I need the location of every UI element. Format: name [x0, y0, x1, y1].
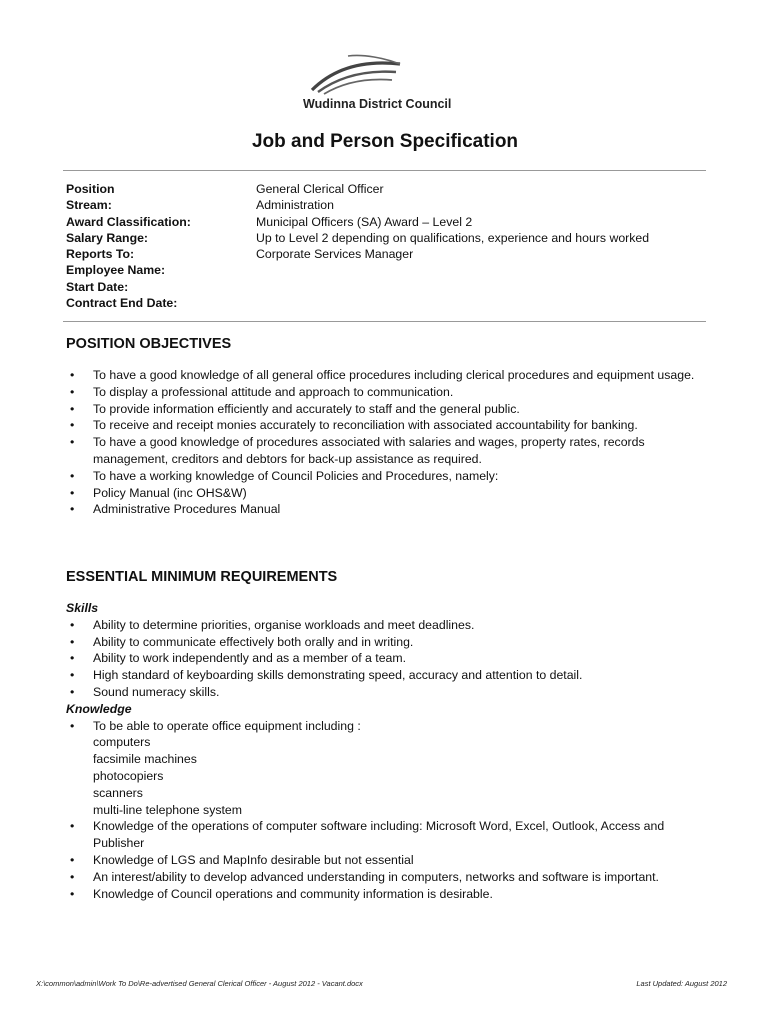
detail-label: Start Date: — [66, 279, 129, 294]
equipment-item: multi-line telephone system — [93, 802, 242, 817]
council-name: Wudinna District Council — [303, 97, 452, 111]
detail-value: Administration — [256, 198, 334, 213]
equipment-item: photocopiers — [93, 768, 164, 783]
objectives-list — [66, 367, 706, 518]
detail-value: Corporate Services Manager — [256, 247, 414, 262]
list-item: • To be able to operate office equipment including : — [66, 718, 706, 735]
page-title: Job and Person Specification — [251, 131, 519, 152]
top-divider — [63, 170, 706, 171]
detail-value: General Clerical Officer — [256, 182, 384, 196]
list-item: • To receive and receipt monies accurately to reconciliation with associated accountability for banking. — [66, 417, 706, 434]
detail-label: Stream: — [66, 198, 112, 213]
position-details — [66, 181, 649, 311]
detail-row — [66, 181, 649, 197]
skills-subheading: Skills — [66, 601, 99, 615]
list-item: • Knowledge of LGS and MapInfo desirable but not essential — [66, 852, 706, 869]
list-item: • To provide information efficiently and accurately to staff and the general public. — [66, 401, 706, 418]
detail-value: Up to Level 2 depending on qualifications, experience and hours worked — [256, 230, 650, 245]
detail-row — [66, 295, 649, 311]
list-item: • Ability to work independently and as a member of a team. — [66, 650, 706, 667]
list-item: • Ability to communicate effectively both orally and in writing. — [66, 634, 706, 651]
list-item: • Ability to determine priorities, organise workloads and meet deadlines. — [66, 617, 706, 634]
equipment-item: scanners — [93, 785, 143, 800]
list-item: • An interest/ability to develop advanced understanding in computers, networks and software is important. — [66, 869, 706, 886]
requirements-list — [66, 600, 706, 902]
detail-row — [66, 214, 649, 230]
list-item: • To have a working knowledge of Council Policies and Procedures, namely: — [66, 468, 706, 485]
details-divider — [63, 321, 706, 322]
detail-row — [66, 230, 649, 246]
detail-row — [66, 262, 649, 278]
detail-label: Employee Name: — [66, 263, 166, 278]
objectives-heading: POSITION OBJECTIVES — [66, 336, 232, 352]
list-item: • Policy Manual (inc OHS&W) — [66, 485, 706, 502]
detail-label: Reports To: — [66, 247, 135, 262]
equipment-item: computers — [93, 735, 151, 750]
requirements-heading: ESSENTIAL MINIMUM REQUIREMENTS — [66, 569, 338, 585]
detail-label: Award Classification: — [66, 214, 191, 229]
equipment-item: facsimile machines — [93, 752, 197, 767]
council-logo — [304, 50, 404, 96]
list-item: • Administrative Procedures Manual — [66, 501, 706, 518]
list-item: • High standard of keyboarding skills demonstrating speed, accuracy and attention to detail. — [66, 667, 706, 684]
list-item: • Knowledge of Council operations and community information is desirable. — [66, 886, 706, 903]
list-item: • Knowledge of the operations of computer software including: Microsoft Word, Excel, Outlook, Access and Publisher — [66, 818, 706, 852]
knowledge-subheading: Knowledge — [66, 701, 132, 716]
detail-label: Position — [66, 182, 115, 196]
footer-file-path: X:\common\admin\Work To Do\Re-advertised General Clerical Officer - August 2012 - Vacant.docx — [36, 979, 363, 988]
detail-label: Salary Range: — [66, 230, 149, 245]
footer-last-updated: Last Updated: August 2012 — [636, 979, 727, 988]
detail-row — [66, 246, 649, 262]
list-item: • To have a good knowledge of procedures associated with salaries and wages, property rates, records management, creditors and debtors for back-up assistance as required. — [66, 434, 706, 468]
detail-value: Municipal Officers (SA) Award – Level 2 — [256, 214, 473, 229]
detail-label: Contract End Date: — [66, 296, 178, 311]
detail-row — [66, 279, 649, 295]
list-item: • To display a professional attitude and approach to communication. — [66, 384, 706, 401]
list-item: • Sound numeracy skills. — [66, 684, 706, 701]
detail-row — [66, 197, 649, 213]
list-item: • To have a good knowledge of all general office procedures including clerical procedures and equipment usage. — [66, 367, 706, 384]
